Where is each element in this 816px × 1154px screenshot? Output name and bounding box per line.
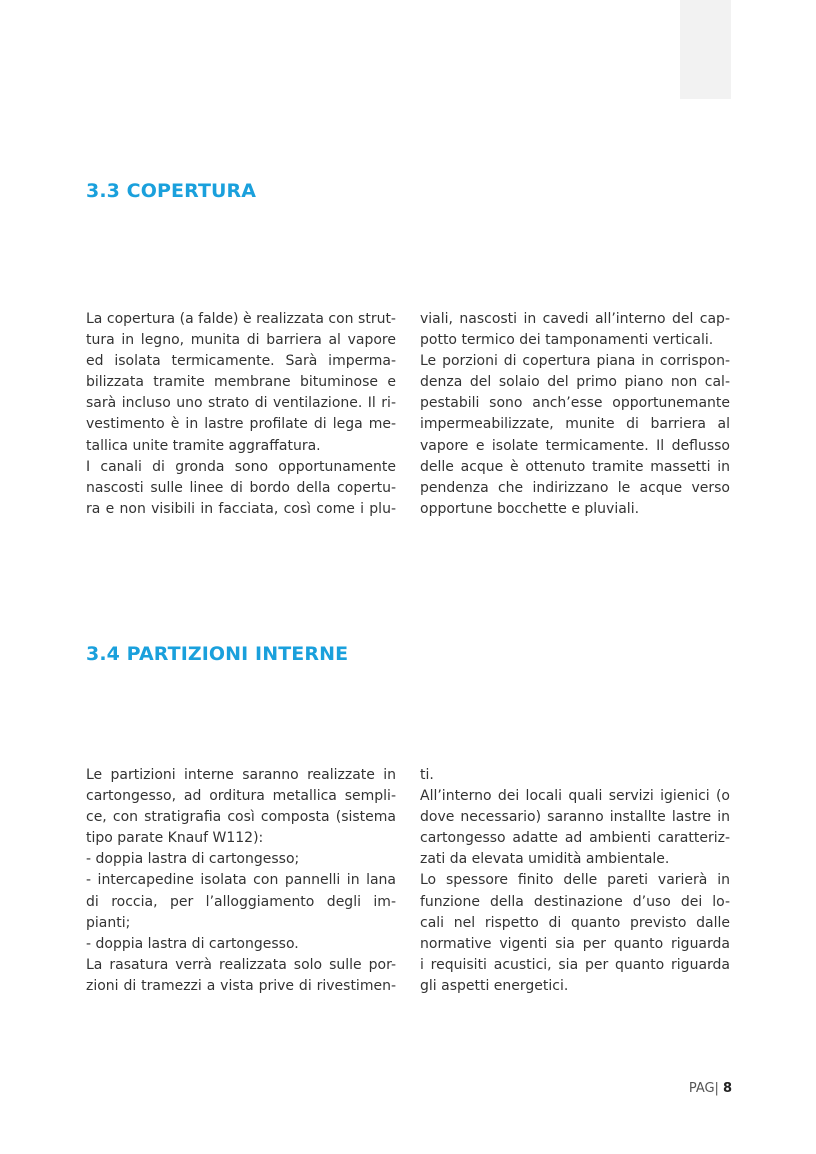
partizioni-right-column — [420, 765, 730, 997]
text-line: normative vigenti sia per quanto riguarda — [420, 935, 730, 952]
text-line: ti. — [420, 767, 434, 783]
text-line: vestimento è in lastre profilate di lega me- — [86, 416, 396, 433]
text-line: All’interno dei locali quali servizi igienici (o — [420, 788, 730, 805]
corner-tab — [680, 0, 731, 99]
text-line: viali, nascosti in cavedi all’interno del cap- — [420, 311, 730, 327]
text-line: - intercapedine isolata con pannelli in lana — [86, 872, 396, 889]
text-line: ra e non visibili in facciata, così come i plu- — [86, 500, 396, 517]
text-line: tipo parate Knauf W112): — [86, 830, 264, 847]
text-line: Lo spessore finito delle pareti varierà in — [420, 872, 730, 889]
text-line: cartongesso adatte ad ambienti caratteriz- — [420, 830, 730, 847]
text-line: La rasatura verrà realizzata solo sulle por- — [86, 956, 396, 973]
page-number-value: 8 — [722, 1081, 732, 1096]
section-heading-copertura: 3.3 COPERTURA — [86, 180, 257, 202]
text-line: potto termico dei tamponamenti verticali. — [420, 332, 714, 349]
text-line: - doppia lastra di cartongesso. — [86, 935, 299, 952]
text-line: cartongesso, ad orditura metallica sempli- — [86, 788, 396, 805]
copertura-left-column — [86, 309, 396, 520]
text-line: i requisiti acustici, sia per quanto riguarda — [420, 956, 730, 973]
text-line: bilizzata tramite membrane bituminose e — [86, 374, 396, 391]
page-label: PAG| — [688, 1081, 719, 1096]
text-line: vapore e isolate termicamente. Il deflusso — [420, 437, 730, 454]
text-line: Le porzioni di copertura piana in corrispon- — [420, 353, 730, 370]
text-line: di roccia, per l’alloggiamento degli im- — [86, 893, 396, 910]
text-line: I canali di gronda sono opportunamente — [86, 458, 396, 475]
text-line: pestabili sono anch’esse opportunemante — [420, 395, 730, 412]
text-line: ce, con stratigrafia così composta (sistema — [86, 809, 396, 826]
text-line: sarà incluso uno strato di ventilazione. Il ri- — [86, 395, 396, 412]
text-line: impermeabilizzate, munite di barriera al — [420, 416, 730, 433]
text-line: La copertura (a falde) è realizzata con strut- — [86, 311, 396, 327]
text-line: tura in legno, munita di barriera al vapore — [86, 332, 396, 349]
text-line: funzione della destinazione d’uso dei lo- — [420, 893, 730, 910]
text-line: pendenza che indirizzano le acque verso — [420, 479, 730, 496]
text-line: denza del solaio del primo piano non cal- — [420, 374, 730, 391]
text-line: tallica unite tramite aggraffatura. — [86, 437, 321, 454]
text-line: - doppia lastra di cartongesso; — [86, 851, 300, 868]
text-line: dove necessario) saranno installte lastre in — [420, 809, 730, 826]
text-line: gli aspetti energetici. — [420, 977, 569, 994]
text-line: delle acque è ottenuto tramite massetti in — [420, 458, 730, 475]
text-line: cali nel rispetto di quanto previsto dalle — [420, 914, 730, 931]
text-line: pianti; — [86, 914, 131, 931]
text-line: zioni di tramezzi a vista prive di rivestimen- — [86, 977, 396, 994]
text-line: opportune bocchette e pluviali. — [420, 500, 640, 517]
text-line: nascosti sulle linee di bordo della copertu- — [86, 479, 396, 496]
text-line: Le partizioni interne saranno realizzate in — [86, 767, 396, 783]
partizioni-left-column — [86, 765, 396, 997]
copertura-right-column — [420, 309, 730, 520]
page-number — [689, 1081, 732, 1096]
section-heading-partizioni-interne: 3.4 PARTIZIONI INTERNE — [86, 643, 349, 665]
text-line: ed isolata termicamente. Sarà imperma- — [86, 353, 396, 370]
text-line: zati da elevata umidità ambientale. — [420, 851, 670, 868]
